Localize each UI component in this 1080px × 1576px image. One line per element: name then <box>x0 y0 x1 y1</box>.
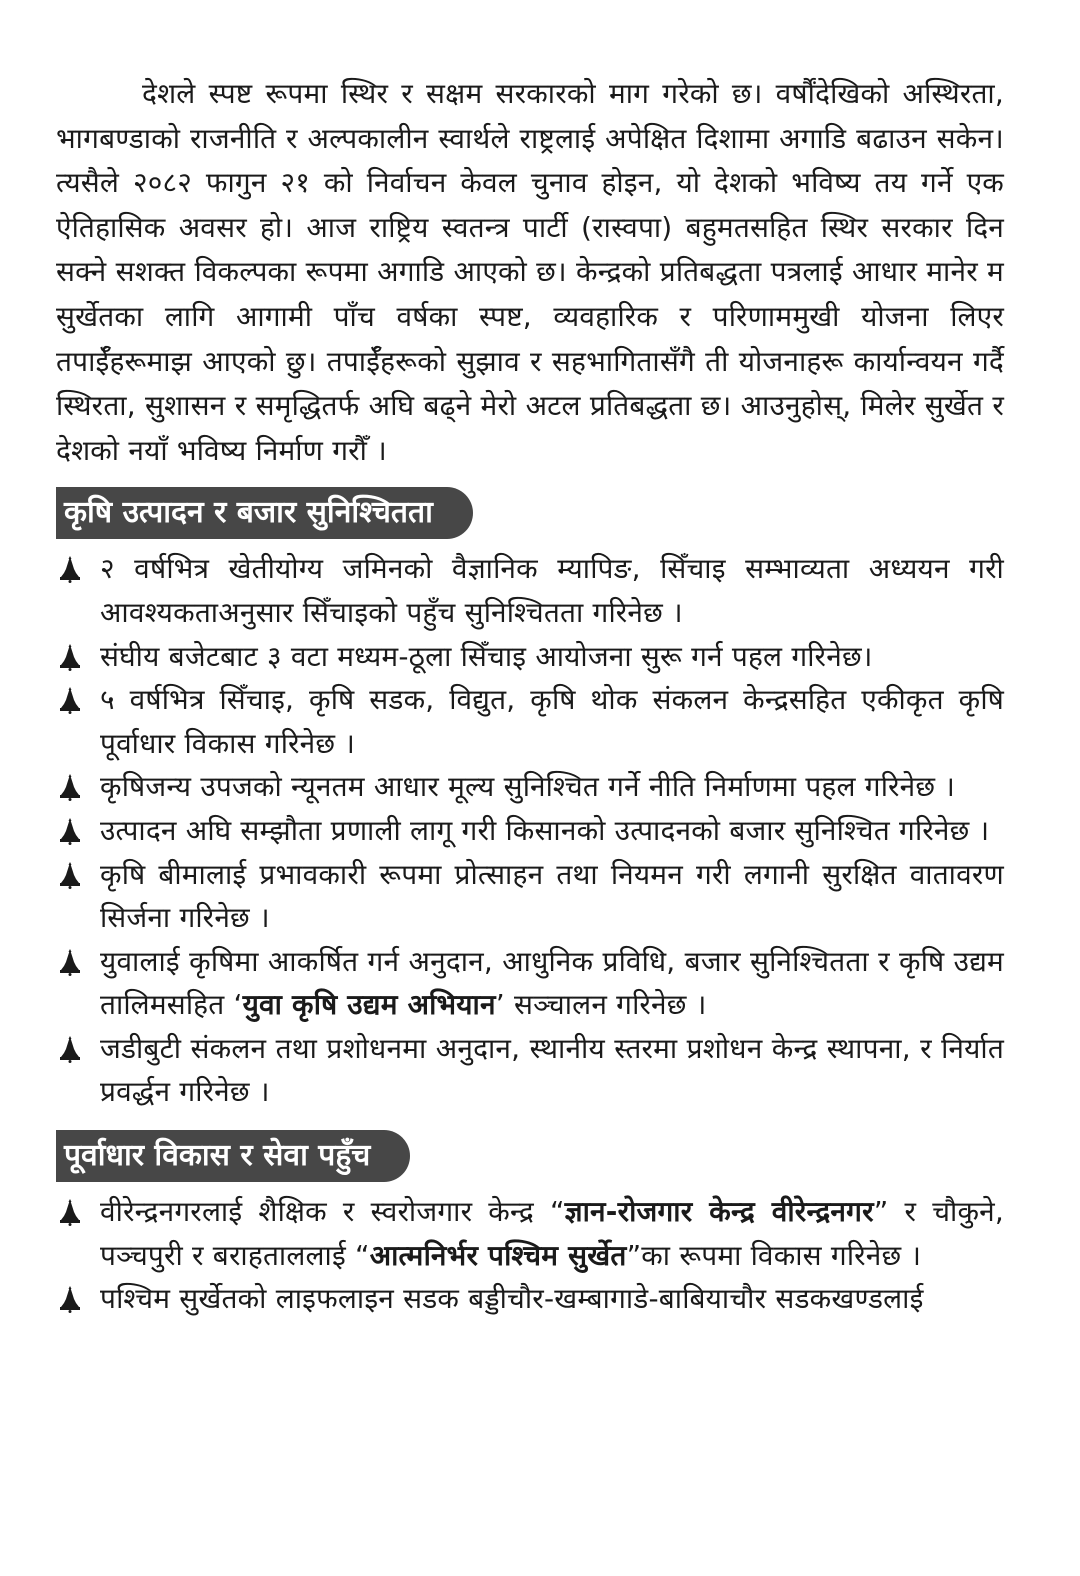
bell-icon <box>58 643 82 671</box>
section-heading-agriculture: कृषि उत्पादन र बजार सुनिश्चितता <box>56 487 473 539</box>
bell-icon <box>58 861 82 889</box>
item-text: संघीय बजेटबाट ३ वटा मध्यम-ठूला सिँचाइ आयोजना सुरू गर्न पहल गरिनेछ। <box>100 639 873 673</box>
item-text-end: ”का रूपमा विकास गरिनेछ । <box>626 1238 922 1272</box>
list-item <box>56 547 1004 634</box>
list-item <box>56 940 1004 1027</box>
list-item <box>56 1277 1004 1321</box>
list-item <box>56 1027 1004 1114</box>
bell-icon <box>58 686 82 714</box>
bell-icon <box>58 1285 82 1313</box>
item-text: उत्पादन अघि सम्झौता प्रणाली लागू गरी किसानको उत्पादनको बजार सुनिश्चित गरिनेछ । <box>100 813 990 847</box>
list-item <box>56 1190 1004 1277</box>
item-text: कृषिजन्य उपजको न्यूनतम आधार मूल्य सुनिश्चित गर्ने नीति निर्माणमा पहल गरिनेछ । <box>100 770 956 804</box>
list-item <box>56 678 1004 765</box>
item-text-start: वीरेन्द्रनगरलाई शैक्षिक र स्वरोजगार केन्द्र “ <box>100 1195 565 1229</box>
bell-icon <box>58 555 82 583</box>
list-item <box>56 853 1004 940</box>
item-text-middle: ” र चौकुने, पञ्चपुरी र बराहताललाई “ <box>100 1195 1004 1272</box>
list-item <box>56 635 1004 679</box>
region-name-bold: आत्मनिर्भर पश्चिम सुर्खेत <box>369 1238 627 1272</box>
infrastructure-list <box>56 1190 1004 1321</box>
intro-paragraph: देशले स्पष्ट रूपमा स्थिर र सक्षम सरकारको माग गरेको छ। वर्षौंदेखिको अस्थिरता, भागबण्डाको राजनीति र अल्पकालीन स्वार्थले राष्ट्रलाई अपेक्षित दिशामा अगाडि बढाउन सकेन। त्यसैले २०८२ फागुन २१ को निर्वाचन केवल चुनाव होइन, यो देशको भविष्य तय गर्ने एक ऐतिहासिक अवसर हो। आज राष्ट्रिय स्वतन्त्र पार्टी (रास्वपा) बहुमतसहित स्थिर सरकार दिन सक्ने सशक्त विकल्पका रूपमा अगाडि आएको छ। केन्द्रको प्रतिबद्धता पत्रलाई आधार मानेर म सुर्खेतका लागि आगामी पाँच वर्षका स्पष्ट, व्यवहारिक र परिणाममुखी योजना लिएर तपाईँहरूमाझ आएको छु। तपाईँहरूको सुझाव र सहभागितासँगै ती योजनाहरू कार्यान्वयन गर्दै स्थिरता, सुशासन र समृद्धितर्फ अघि बढ्ने मेरो अटल प्रतिबद्धता छ। आउनुहोस्, मिलेर सुर्खेत र देशको नयाँ भविष्य निर्माण गरौँ । <box>56 77 1004 467</box>
centre-name-bold: ज्ञान-रोजगार केन्द्र वीरेन्द्रनगर <box>564 1195 874 1229</box>
bell-icon <box>58 817 82 845</box>
bell-icon <box>58 1035 82 1063</box>
item-text: पश्चिम सुर्खेतको लाइफलाइन सडक बड्डीचौर-खम्बागाडे-बाबियाचौर सडकखण्डलाई <box>100 1282 924 1316</box>
item-text: २ वर्षभित्र खेतीयोग्य जमिनको वैज्ञानिक म्यापिङ, सिँचाइ सम्भाव्यता अध्ययन गरी आवश्यकताअनुसार सिँचाइको पहुँच सुनिश्चितता गरिनेछ । <box>100 552 1004 629</box>
item-text: कृषि बीमालाई प्रभावकारी रूपमा प्रोत्साहन तथा नियमन गरी लगानी सुरक्षित वातावरण सिर्जना गरिनेछ । <box>100 857 1004 935</box>
bell-icon <box>58 773 82 801</box>
agriculture-list <box>56 547 1004 1114</box>
bell-icon <box>58 1198 82 1226</box>
list-item <box>56 809 1004 853</box>
list-item <box>56 765 1004 809</box>
item-text-end: ’ सञ्चालन गरिनेछ । <box>495 988 707 1022</box>
campaign-name-bold: युवा कृषि उद्यम अभियान <box>242 988 496 1022</box>
bell-icon <box>58 948 82 976</box>
item-text: जडीबुटी संकलन तथा प्रशोधनमा अनुदान, स्थानीय स्तरमा प्रशोधन केन्द्र स्थापना, र निर्यात प्रवर्द्धन गरिनेछ । <box>100 1031 1004 1109</box>
item-text-start: युवालाई कृषिमा आकर्षित गर्न अनुदान, आधुनिक प्रविधि, बजार सुनिश्चितता र कृषि उद्यम तालिमसहित ‘ <box>100 944 1004 1022</box>
section-heading-infrastructure: पूर्वाधार विकास र सेवा पहुँच <box>56 1130 410 1182</box>
item-text: ५ वर्षभित्र सिँचाइ, कृषि सडक, विद्युत, कृषि थोक संकलन केन्द्रसहित एकीकृत कृषि पूर्वाधार विकास गरिनेछ । <box>100 683 1004 760</box>
